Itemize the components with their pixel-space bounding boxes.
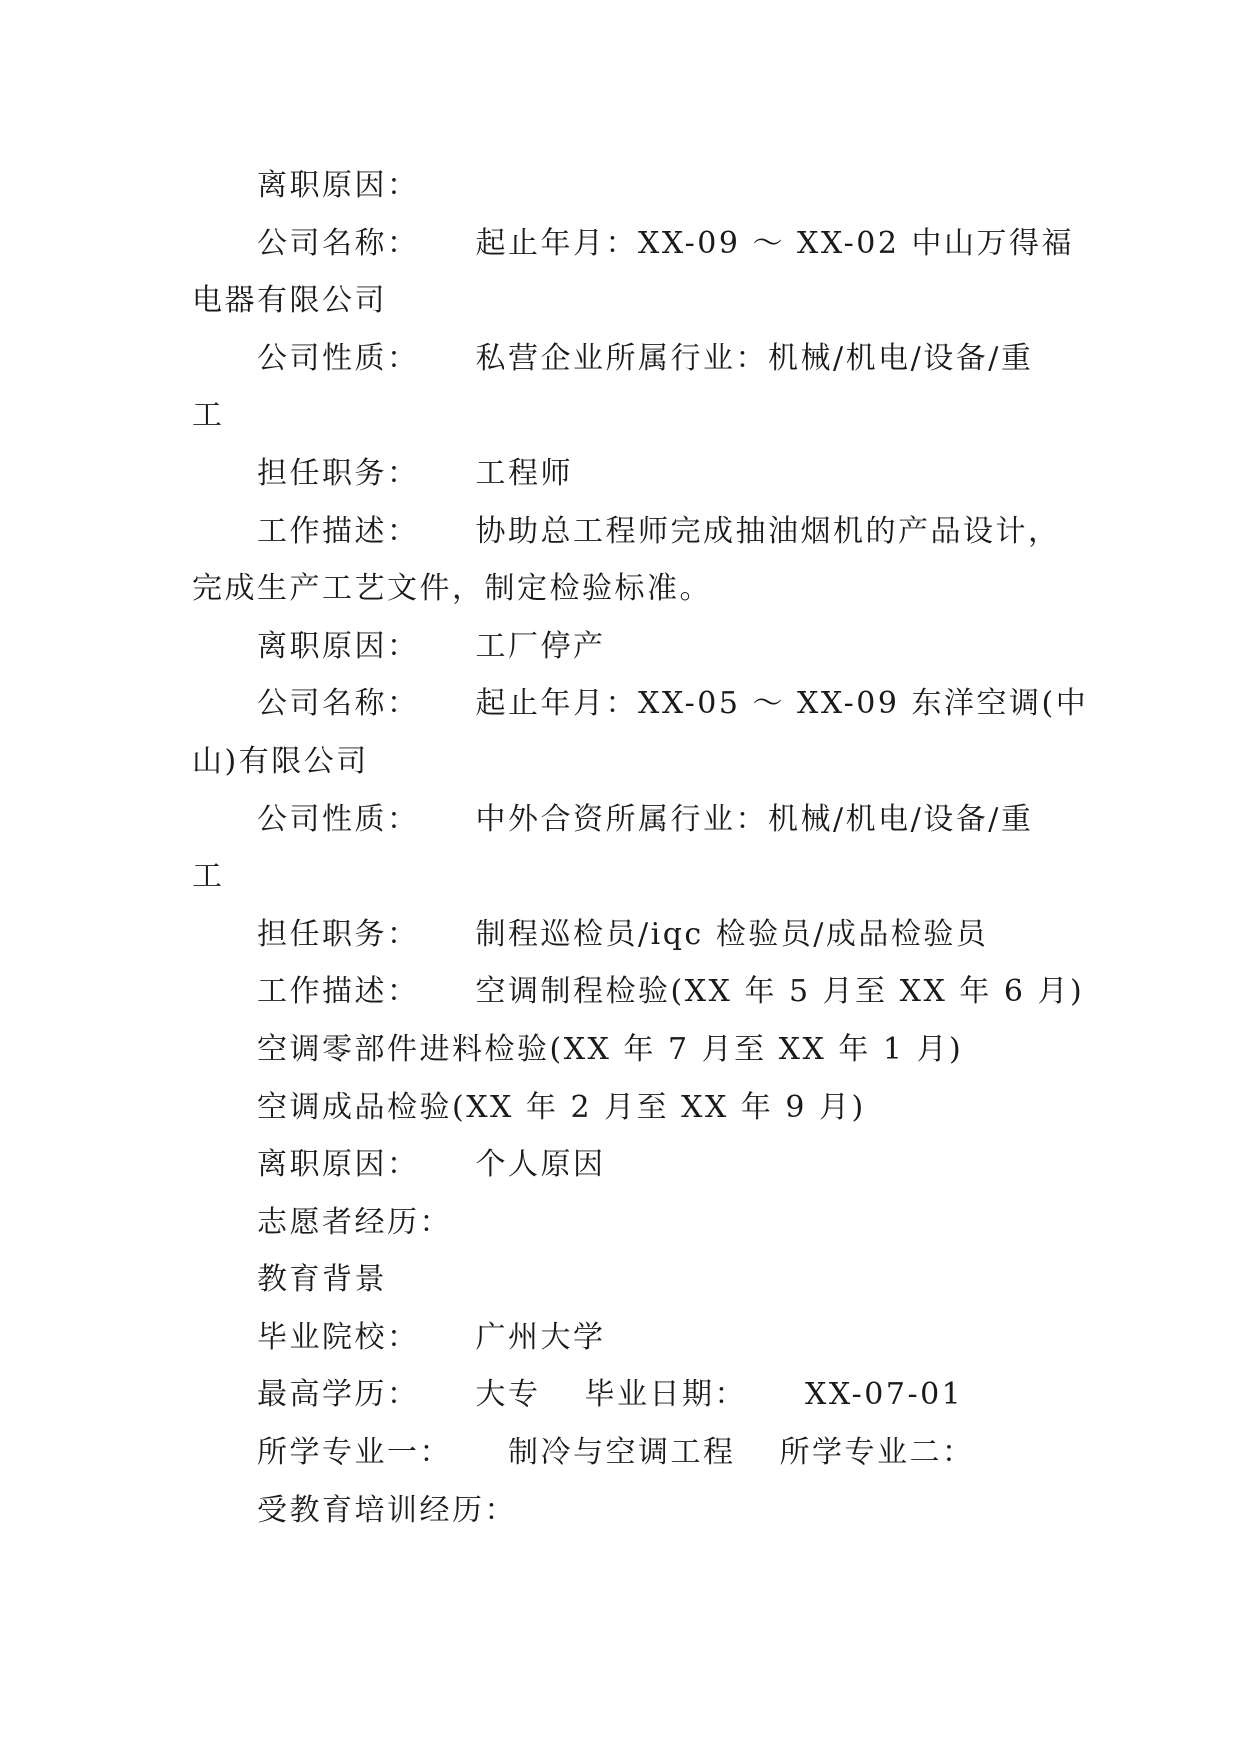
text-line [192,1079,1054,1137]
text-line [192,906,1054,964]
field-value: 工 [192,859,225,895]
field-label: 离职原因： [257,1147,420,1183]
text-line [192,1482,1054,1540]
text-line [192,330,1054,388]
field-label: 公司性质： [257,801,420,837]
field-value: XX-07-01 [805,1377,964,1413]
document-body [192,157,1089,1539]
field-label: 工作描述： [257,974,420,1010]
field-label: 受教育培训经历： [257,1492,517,1528]
field-value: 工程师 [475,455,573,491]
field-value: 大专 [475,1377,541,1413]
field-value: 起止年月：XX-05 ～ XX-09 东洋空调(中 [475,686,1089,722]
field-value: 电器有限公司 [192,283,387,319]
text-line [192,1366,1054,1424]
text-line [192,503,1061,561]
field-label: 毕业院校： [257,1319,420,1355]
field-label: 工作描述： [257,513,420,549]
field-label: 毕业日期： [584,1377,747,1413]
field-label: 公司名称： [257,225,420,261]
field-label: 最高学历： [257,1377,420,1413]
text-line [192,618,1054,676]
field-value: 协助总工程师完成抽油烟机的产品设计， [475,513,1061,549]
field-value: 空调制程检验(XX 年 5 月至 XX 年 6 月) [475,974,1085,1010]
section-heading [192,1251,1054,1309]
text-line [192,1021,1054,1079]
text-line [192,387,1054,445]
field-label: 空调零部件进料检验(XX 年 7 月至 XX 年 1 月) [257,1031,964,1067]
text-line [192,963,1085,1021]
field-value: 山)有限公司 [192,743,369,779]
text-line [192,791,1054,849]
text-line [192,272,1054,330]
field-value: 起止年月：XX-09 ～ XX-02 中山万得福 [475,225,1075,261]
field-value: 广州大学 [475,1319,606,1355]
text-line [192,560,1054,618]
text-line [192,848,1054,906]
text-line [192,1424,1054,1482]
text-line [192,445,1054,503]
field-label: 教育背景 [257,1262,387,1298]
field-label: 担任职务： [257,916,420,952]
text-line [192,215,1075,273]
field-value: 中外合资所属行业：机械/机电/设备/重 [475,801,1034,837]
field-label: 志愿者经历： [257,1204,452,1240]
field-label: 所学专业一： [257,1435,452,1471]
field-value: 工 [192,398,225,434]
field-value: 完成生产工艺文件，制定检验标准。 [192,571,712,607]
field-value: 制程巡检员/iqc 检验员/成品检验员 [475,916,989,952]
field-value: 工厂停产 [475,628,606,664]
text-line [192,733,1054,791]
text-line [192,1136,1054,1194]
field-label: 担任职务： [257,455,420,491]
field-label: 离职原因： [257,168,420,203]
field-value: 私营企业所属行业：机械/机电/设备/重 [475,340,1034,376]
field-value: 个人原因 [475,1147,606,1183]
field-label: 离职原因： [257,628,420,664]
field-label: 公司性质： [257,340,420,376]
text-line [192,1309,1054,1367]
field-value: 制冷与空调工程 [508,1435,736,1471]
text-line [192,675,1089,733]
text-line [192,1194,1054,1252]
field-label: 所学专业二： [779,1435,975,1471]
field-label: 公司名称： [257,686,420,722]
field-label: 空调成品检验(XX 年 2 月至 XX 年 9 月) [257,1089,866,1125]
text-line [192,157,1054,215]
